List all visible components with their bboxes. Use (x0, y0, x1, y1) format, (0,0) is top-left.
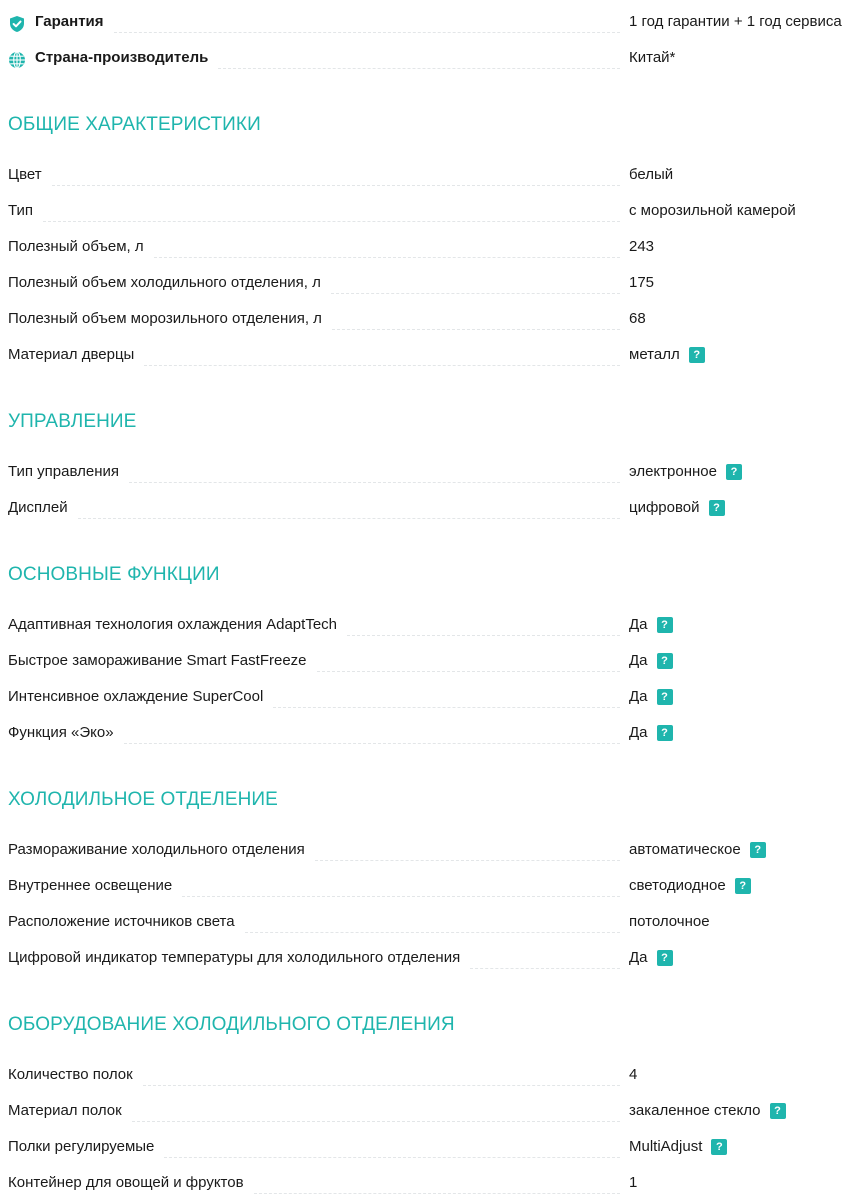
spec-value: 175 (629, 274, 655, 291)
spec-label: Материал дверцы (8, 346, 135, 363)
dotted-leader (132, 1121, 620, 1122)
spec-value: 1 год гарантии + 1 год сервиса (629, 13, 842, 30)
help-icon[interactable]: ? (770, 1103, 786, 1119)
spec-label: Интенсивное охлаждение SuperCool (8, 688, 264, 705)
dotted-leader (182, 896, 620, 897)
spec-value: Да (629, 688, 648, 705)
dotted-leader (315, 860, 620, 861)
spec-row (8, 235, 864, 259)
spec-label: Дисплей (8, 499, 68, 516)
dotted-leader (164, 1157, 620, 1158)
spec-value: потолочное (629, 913, 710, 930)
dotted-leader (254, 1193, 620, 1194)
spec-value: автоматическое (629, 841, 741, 858)
spec-row (8, 1135, 864, 1159)
spec-value: 1 (629, 1174, 638, 1191)
spec-label: Адаптивная технология охлаждения AdaptTech (8, 616, 338, 633)
spec-value: MultiAdjust (629, 1138, 703, 1155)
spec-label: Контейнер для овощей и фруктов (8, 1174, 244, 1191)
section-title-fridge-compartment: ХОЛОДИЛЬНОЕ ОТДЕЛЕНИЕ (8, 789, 278, 810)
dotted-leader (52, 185, 620, 186)
help-icon[interactable]: ? (711, 1139, 727, 1155)
dotted-leader (317, 671, 620, 672)
help-icon[interactable]: ? (657, 617, 673, 633)
spec-label: Размораживание холодильного отделения (8, 841, 305, 858)
spec-value: белый (629, 166, 674, 183)
spec-label: Функция «Эко» (8, 724, 114, 741)
spec-value: Китай* (629, 49, 676, 66)
spec-label: Полезный объем, л (8, 238, 144, 255)
dotted-leader (245, 932, 620, 933)
spec-row-country (8, 46, 864, 70)
spec-label: Полезный объем холодильного отделения, л (8, 274, 321, 291)
section-title-general: ОБЩИЕ ХАРАКТЕРИСТИКИ (8, 114, 261, 135)
dotted-leader (331, 293, 620, 294)
dotted-leader (273, 707, 620, 708)
spec-label: Расположение источников света (8, 913, 235, 930)
spec-value: 243 (629, 238, 655, 255)
dotted-leader (143, 1085, 620, 1086)
spec-row (8, 271, 864, 295)
spec-value: Да (629, 949, 648, 966)
spec-row (8, 343, 864, 367)
spec-value: 4 (629, 1066, 638, 1083)
dotted-leader (43, 221, 620, 222)
spec-row (8, 910, 864, 934)
spec-row (8, 649, 864, 673)
spec-value: металл (629, 346, 680, 363)
section-title-fridge-equipment: ОБОРУДОВАНИЕ ХОЛОДИЛЬНОГО ОТДЕЛЕНИЯ (8, 1014, 455, 1035)
dotted-leader (78, 518, 620, 519)
shield-check-icon (8, 15, 26, 33)
spec-value: Да (629, 616, 648, 633)
spec-row (8, 1063, 864, 1087)
spec-row (8, 307, 864, 331)
spec-row (8, 496, 864, 520)
section-title-control: УПРАВЛЕНИЕ (8, 411, 137, 432)
spec-value: 68 (629, 310, 646, 327)
dotted-leader (114, 32, 620, 33)
spec-row (8, 685, 864, 709)
help-icon[interactable]: ? (709, 500, 725, 516)
spec-row (8, 874, 864, 898)
spec-value: Да (629, 724, 648, 741)
spec-value: светодиодное (629, 877, 726, 894)
help-icon[interactable]: ? (657, 725, 673, 741)
spec-label: Быстрое замораживание Smart FastFreeze (8, 652, 307, 669)
spec-row (8, 946, 864, 970)
spec-row (8, 838, 864, 862)
dotted-leader (347, 635, 620, 636)
spec-label: Тип (8, 202, 34, 219)
spec-label: Полки регулируемые (8, 1138, 155, 1155)
dotted-leader (218, 68, 620, 69)
spec-row (8, 460, 864, 484)
help-icon[interactable]: ? (726, 464, 742, 480)
dotted-leader (144, 365, 620, 366)
spec-label: Материал полок (8, 1102, 122, 1119)
spec-label: Полезный объем морозильного отделения, л (8, 310, 322, 327)
help-icon[interactable]: ? (735, 878, 751, 894)
spec-row (8, 613, 864, 637)
spec-label: Страна-производитель (35, 49, 209, 66)
dotted-leader (470, 968, 620, 969)
spec-row (8, 199, 864, 223)
spec-value: электронное (629, 463, 717, 480)
dotted-leader (154, 257, 620, 258)
spec-value: с морозильной камерой (629, 202, 796, 219)
spec-row (8, 1099, 864, 1123)
spec-row-warranty (8, 10, 864, 34)
help-icon[interactable]: ? (657, 950, 673, 966)
spec-label: Количество полок (8, 1066, 133, 1083)
spec-value: Да (629, 652, 648, 669)
spec-label: Тип управления (8, 463, 119, 480)
spec-label: Цвет (8, 166, 42, 183)
help-icon[interactable]: ? (657, 653, 673, 669)
spec-label: Внутреннее освещение (8, 877, 173, 894)
spec-value: закаленное стекло (629, 1102, 761, 1119)
dotted-leader (124, 743, 620, 744)
dotted-leader (129, 482, 620, 483)
spec-row (8, 163, 864, 187)
help-icon[interactable]: ? (657, 689, 673, 705)
spec-row (8, 1171, 864, 1195)
spec-label: Цифровой индикатор температуры для холодильного отделения (8, 949, 461, 966)
help-icon[interactable]: ? (750, 842, 766, 858)
spec-value: цифровой (629, 499, 700, 516)
globe-icon (8, 51, 26, 69)
spec-row (8, 721, 864, 745)
help-icon[interactable]: ? (689, 347, 705, 363)
spec-label: Гарантия (35, 13, 104, 30)
section-title-main-functions: ОСНОВНЫЕ ФУНКЦИИ (8, 564, 220, 585)
dotted-leader (332, 329, 620, 330)
